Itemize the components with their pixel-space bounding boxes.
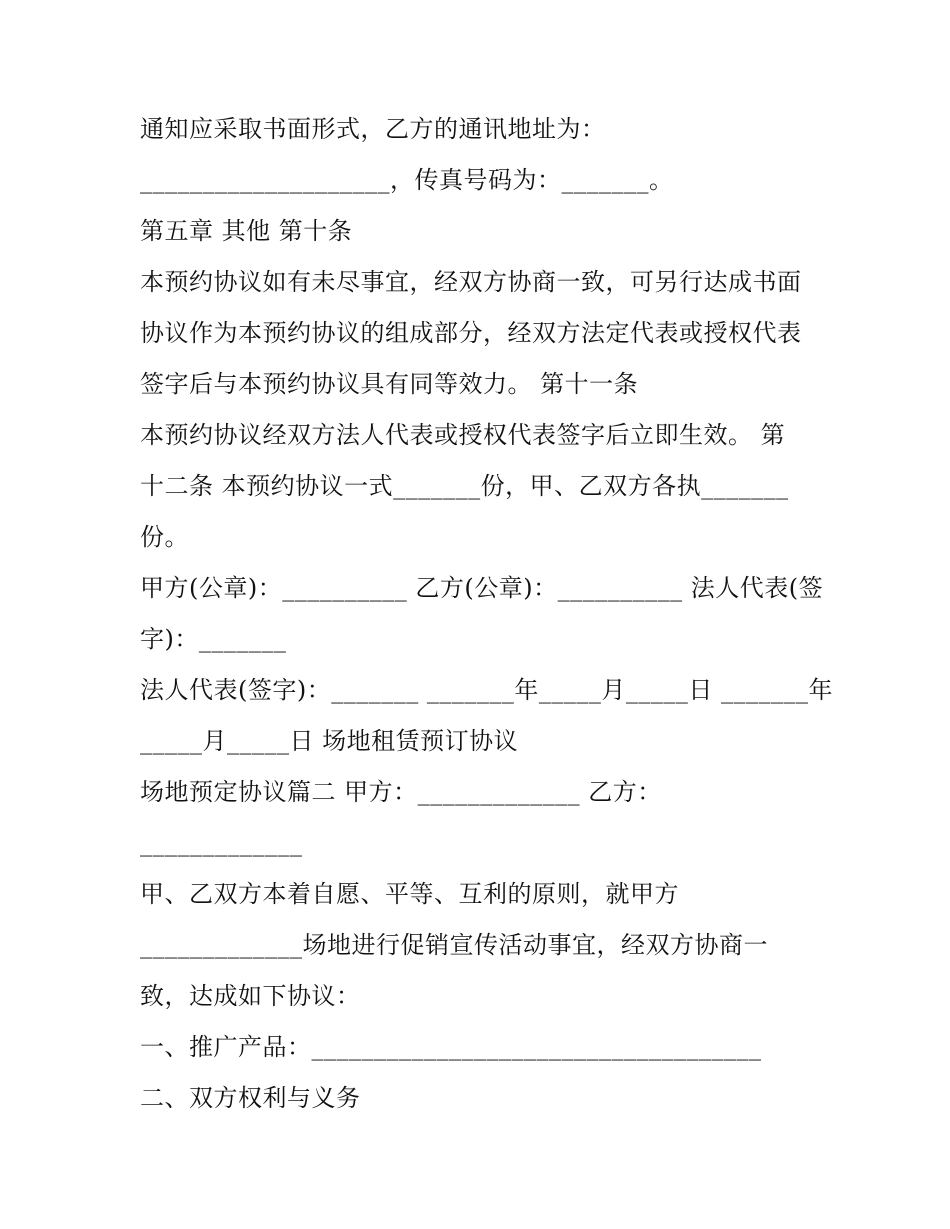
text-line: ____________________，传真号码为：_______。 (140, 166, 674, 194)
text-line: 协议作为本预约协议的组成部分，经双方法定代表或授权代表 (140, 319, 802, 347)
text-line: 一、推广产品：____________________________________ (140, 1033, 762, 1061)
text-line: 通知应采取书面形式，乙方的通讯地址为： (140, 115, 606, 143)
text-line: 十二条 本预约协议一式_______份，甲、乙双方各执_______ (140, 472, 789, 500)
signature-line: 甲方(公章)：__________ 乙方(公章)：__________ 法人代表(签 (140, 574, 824, 602)
text-line: _____________场地进行促销宣传活动事宜，经双方协商一 (140, 931, 768, 959)
document-body (140, 104, 833, 1124)
text-line: 签字后与本预约协议具有同等效力。 第十一条 (140, 370, 639, 398)
signature-line: _____月_____日 场地租赁预订协议 (140, 727, 519, 755)
text-line: 本预约协议如有未尽事宜，经双方协商一致，可另行达成书面 (140, 268, 802, 296)
chapter-heading: 第五章 其他 第十条 (140, 217, 353, 245)
text-line: 甲、乙双方本着自愿、平等、互利的原则，就甲方 (140, 880, 679, 908)
signature-line: 法人代表(签字)：_______ _______年_____月_____日 _______年 (140, 676, 833, 704)
text-line: 致，达成如下协议： (140, 982, 361, 1010)
text-line: _____________ (140, 829, 303, 857)
section-heading: 二、双方权利与义务 (140, 1084, 361, 1112)
text-line: 份。 (140, 523, 189, 551)
text-line: 本预约协议经双方法人代表或授权代表签字后立即生效。 第 (140, 421, 786, 449)
signature-line: 字)：_______ (140, 625, 287, 653)
agreement-heading: 场地预定协议篇二 甲方：_____________ 乙方： (140, 778, 662, 806)
